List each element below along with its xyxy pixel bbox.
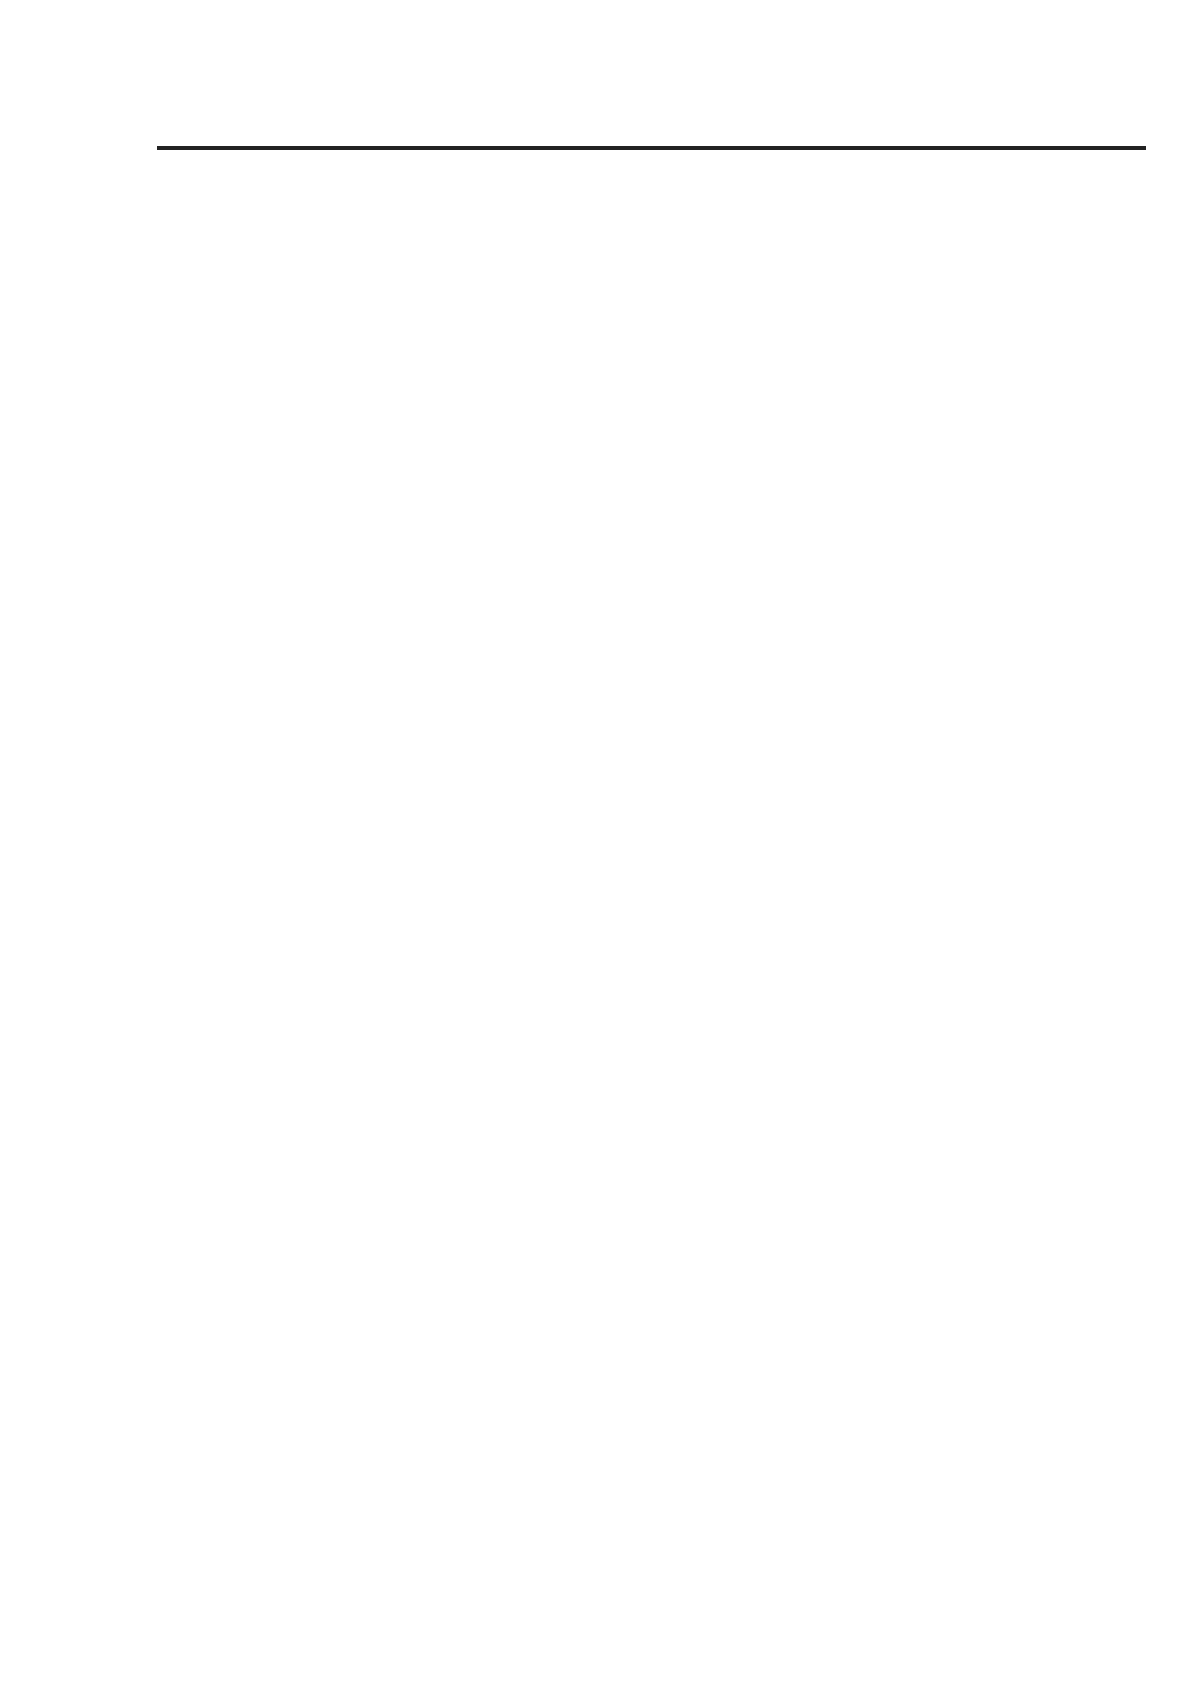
sources-financing-table [157, 146, 1146, 150]
row-name [158, 149, 646, 150]
value-2026 [812, 149, 978, 150]
value-2027 [978, 149, 1146, 150]
table-row-total [158, 149, 1146, 150]
value-2025 [646, 149, 812, 150]
